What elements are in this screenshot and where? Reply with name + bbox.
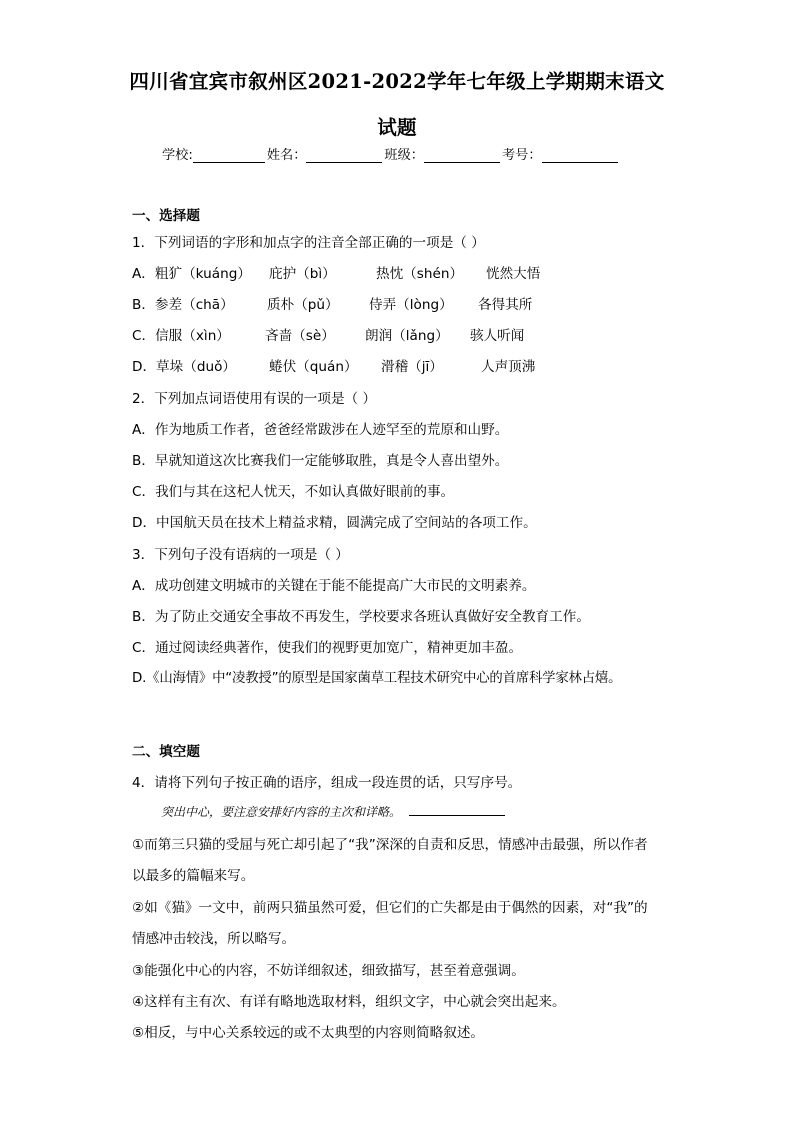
exam-number-blank[interactable] — [542, 148, 618, 163]
q3-option-d: D.《山海情》中“凌教授”的原型是国家菌草工程技术研究中心的首席科学家林占熺。 — [132, 671, 622, 686]
q2-option-c: C．我们与其在这杞人忧天，不如认真做好眼前的事。 — [132, 484, 455, 500]
question-1-stem: 1．下列词语的字形和加点字的注音全部正确的一项是（ ） — [132, 235, 485, 251]
q2-option-a: A．作为地质工作者，爸爸经常跋涉在人迹罕至的荒原和山野。 — [132, 422, 509, 438]
q4-sentence-4: ④这样有主有次、有详有略地选取材料，组织文字，中心就会突出起来。 — [132, 994, 566, 1010]
q1-option-d — [132, 357, 552, 377]
exam-title-continued: 试题 — [377, 116, 417, 139]
q1-b-word-3: 侍弄（lòng） — [369, 297, 453, 313]
q1-option-c — [132, 326, 552, 346]
q1-c-word-3: 朗润（lǎng） — [365, 328, 449, 344]
q1-b-word-2: 质朴（pǔ） — [267, 297, 339, 313]
q4-answer-blank[interactable] — [409, 803, 505, 816]
q1-a-word-2: 庇护（bì） — [269, 266, 336, 282]
q3-option-a: A．成功创建文明城市的关键在于能不能提高广大市民的文明素养。 — [132, 578, 536, 594]
q1-option-b — [132, 295, 552, 315]
q1-c-word-2: 吝啬（sè） — [265, 328, 335, 344]
q4-sentence-2: ②如《猫》一文中，前两只猫虽然可爱，但它们的亡失都是由于偶然的因素，对“我”的 — [132, 900, 648, 916]
question-3-stem: 3．下列句子没有语病的一项是（ ） — [132, 547, 349, 563]
student-info-row — [162, 144, 620, 163]
q1-d-word-4: 人声顶沸 — [481, 359, 536, 375]
q2-option-b: B．早就知道这次比赛我们一定能够取胜，真是令人喜出望外。 — [132, 453, 509, 469]
q4-sentence-3: ③能强化中心的内容，不妨详细叙述，细致描写，甚至着意强调。 — [132, 963, 525, 979]
name-blank[interactable] — [306, 148, 382, 163]
exam-title: 四川省宜宾市叙州区2021-2022学年七年级上学期期末语文 — [129, 70, 665, 93]
q4-sentence-2-cont: 情感冲击较浅，所以略写。 — [132, 931, 296, 947]
class-label: 班级： — [384, 148, 424, 163]
question-2-stem: 2．下列加点词语使用有误的一项是（ ） — [132, 391, 377, 407]
school-label: 学校: — [162, 148, 193, 163]
q4-sentence-1: ①而第三只猫的受屈与死亡却引起了“我”深深的自责和反思，情感冲击最强，所以作者 — [132, 837, 648, 853]
q1-d-word-1: D．草垛（duǒ） — [132, 359, 236, 375]
q1-d-word-2: 蜷伏（quán） — [269, 359, 358, 375]
q1-a-word-3: 热忱（shén） — [376, 266, 464, 282]
q4-sentence-1-cont: 以最多的篇幅来写。 — [132, 868, 255, 884]
q3-option-b: B．为了防止交通安全事故不再发生，学校要求各班认真做好安全教育工作。 — [132, 609, 590, 625]
q1-c-word-4: 骇人听闻 — [470, 328, 525, 344]
section-heading-choice: 一、选择题 — [132, 208, 200, 224]
exam-number-label: 考号： — [501, 148, 542, 163]
question-4-stem: 4．请将下列句子按正确的语序，组成一段连贯的话，只写序号。 — [132, 775, 522, 791]
q1-d-word-3: 滑稽（jī） — [381, 359, 443, 375]
q1-a-word-4: 恍然大悟 — [486, 266, 541, 282]
q1-c-word-1: C．信服（xìn） — [132, 328, 230, 344]
q1-b-word-4: 各得其所 — [478, 297, 533, 313]
q4-sentence-5: ⑤相反，与中心关系较远的或不太典型的内容则简略叙述。 — [132, 1025, 485, 1041]
q1-option-a — [132, 264, 552, 284]
q4-hint-sentence — [161, 803, 507, 820]
name-label: 姓名： — [266, 148, 307, 163]
class-blank[interactable] — [424, 148, 500, 163]
q4-hint-text: 突出中心，要注意安排好内容的主次和详略。 — [161, 805, 402, 819]
q2-option-d: D．中国航天员在技术上精益求精，圆满完成了空间站的各项工作。 — [132, 515, 537, 531]
q3-option-c: C．通过阅读经典著作，使我们的视野更加宽广，精神更加丰盈。 — [132, 640, 523, 656]
q1-a-word-1: A．粗犷（kuáng） — [132, 266, 251, 282]
q1-b-word-1: B．参差（chā） — [132, 297, 234, 313]
school-blank[interactable] — [193, 148, 265, 163]
section-heading-fill: 二、填空题 — [132, 744, 200, 760]
